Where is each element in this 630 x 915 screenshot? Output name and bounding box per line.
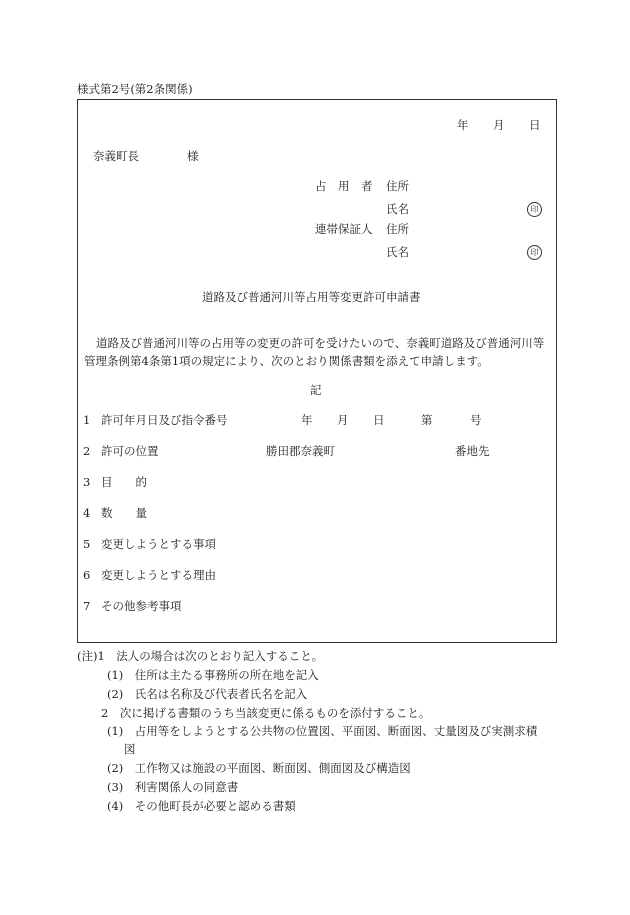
document-title: 道路及び普通河川等占用等変更許可申請書 xyxy=(202,290,421,304)
item-7-label: その他参考事項 xyxy=(101,599,182,613)
body-line-2: 管理条例第4条第1項の規定により、次のとおり関係書類を添えて申請します。 xyxy=(84,354,489,368)
item-3-num: 3 xyxy=(83,475,91,489)
guarantor-address-label: 住所 xyxy=(386,222,409,236)
note-head: (注)1 法人の場合は次のとおり記入すること。 xyxy=(77,649,324,663)
item-2-suffix: 番地先 xyxy=(455,444,490,458)
applicant-role: 占 用 者 xyxy=(315,179,373,193)
ki-heading: 記 xyxy=(310,383,322,397)
item-2-label: 許可の位置 xyxy=(101,444,159,458)
body-line-1: 道路及び普通河川等の占用等の変更の許可を受けたいので、奈義町道路及び普通河川等 xyxy=(96,336,545,350)
note-2-3: (3) 利害関係人の同意書 xyxy=(107,780,239,794)
guarantor-name-label: 氏名 xyxy=(386,245,409,259)
item-4-label: 数 量 xyxy=(101,506,147,520)
item-1-num: 1 xyxy=(83,413,91,427)
note-2: 2 次に掲げる書類のうち当該変更に係るものを添付すること。 xyxy=(101,706,431,720)
item-6-label: 変更しようとする理由 xyxy=(101,568,216,582)
item-1-month: 月 xyxy=(337,413,349,427)
date-month: 月 xyxy=(493,118,505,132)
item-1-day: 日 xyxy=(373,413,385,427)
guarantor-seal-icon: 印 xyxy=(527,245,542,260)
item-2-num: 2 xyxy=(83,444,91,458)
date-day: 日 xyxy=(529,118,541,132)
note-2-1b: 図 xyxy=(124,742,136,756)
applicant-address-label: 住所 xyxy=(386,179,409,193)
addressee-honorific: 様 xyxy=(187,149,199,163)
item-3-label: 目 的 xyxy=(101,475,147,489)
note-2-4: (4) その他町長が必要と認める書類 xyxy=(107,799,296,813)
item-1-year: 年 xyxy=(301,413,313,427)
item-2-place: 勝田郡奈義町 xyxy=(266,444,335,458)
date-year: 年 xyxy=(457,118,469,132)
addressee-name: 奈義町長 xyxy=(93,149,139,163)
note-2-2: (2) 工作物又は施設の平面図、断面図、側面図及び構造図 xyxy=(107,761,411,775)
applicant-name-label: 氏名 xyxy=(386,202,409,216)
item-4-num: 4 xyxy=(83,506,91,520)
item-1-dai: 第 xyxy=(421,413,433,427)
form-label: 様式第2号(第2条関係) xyxy=(77,82,193,96)
note-1-2: (2) 氏名は名称及び代表者氏名を記入 xyxy=(107,687,308,701)
note-1-1: (1) 住所は主たる事務所の所在地を記入 xyxy=(107,668,319,682)
item-1-gou: 号 xyxy=(470,413,482,427)
note-2-1a: (1) 占用等をしようとする公共物の位置図、平面図、断面図、丈量図及び実測求積 xyxy=(107,724,538,738)
item-5-num: 5 xyxy=(83,537,91,551)
item-7-num: 7 xyxy=(83,599,91,613)
item-5-label: 変更しようとする事項 xyxy=(101,537,216,551)
item-1-label: 許可年月日及び指令番号 xyxy=(101,413,228,427)
guarantor-role: 連帯保証人 xyxy=(315,222,373,236)
item-6-num: 6 xyxy=(83,568,91,582)
applicant-seal-icon: 印 xyxy=(527,202,542,217)
